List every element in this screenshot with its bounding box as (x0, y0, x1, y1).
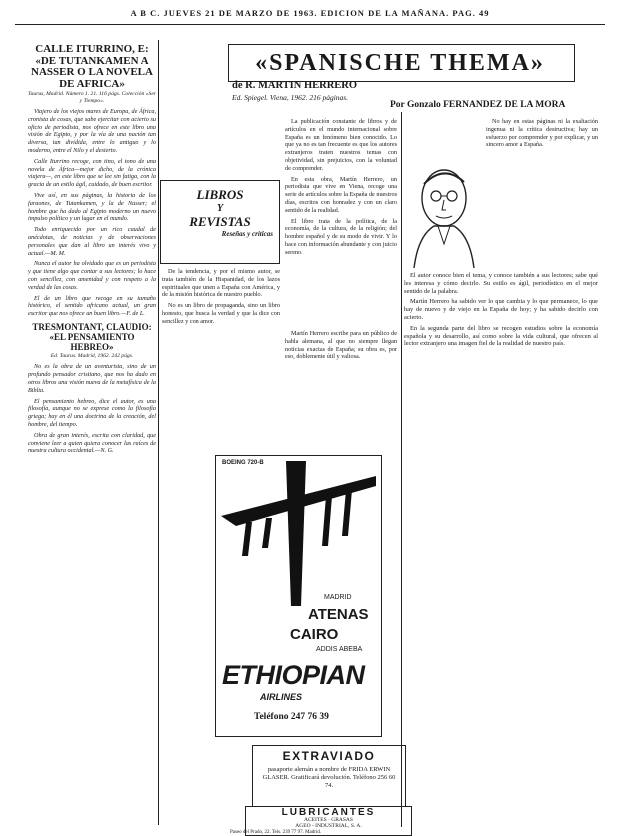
main-column-2 (285, 330, 397, 448)
ad-city-cairo: CAIRO (290, 626, 339, 643)
left-para: Nunca el autor ha olvidado que es un periodista y que tiene algo que contar a sus lectores; lo hace con sencillez, con amenidad y con respeto a la verdad de las cosas. (28, 260, 156, 291)
y-label: Y (216, 203, 224, 214)
left-para: El de un libro que recoge en su tamaño histórico, el sentido africano actual, un gran escritor que nos ofrece un buen libro.—F. de L. (28, 294, 156, 318)
libros-subtitle: Reseñas y críticas (221, 230, 273, 238)
main-para: La publicación constante de libros y de artículos en el mundo internacional sobre España es un fenómeno bien conocido. Lo que ya no es tan frecuente es que los autores extranjeros traten nuestros temas con objetividad, sin prejuicios, con la voluntad de comprender. (285, 118, 397, 172)
main-para: No hay en estas páginas ni la exaltación ingenua ni la crítica destructiva; hay un esfuerzo por comprender y por explicar, y un sincero amor a España. (486, 118, 598, 149)
ad-aircraft-tag: BOEING 720-B (222, 460, 264, 466)
main-para: En esta obra, Martín Herrero, un periodista que vive en Viena, recoge una serie de artículos sobre la España de nuestros días, escritos con honradez y con un claro sentido de la realidad. (285, 175, 397, 214)
left-headline: CALLE ITURRINO, E: «DE TUTANKAMEN A NASSER O LA NOVELA DE AFRICA» (31, 44, 153, 90)
column-rule (401, 112, 402, 827)
portrait-sketch-icon (404, 160, 482, 268)
main-column-0 (162, 268, 280, 448)
header-rule (15, 24, 605, 25)
ad-airlines: AIRLINES (260, 692, 303, 702)
main-para: Martín Herrero ha sabido ver lo que cambia y lo que permanece, lo que hay de nuevo y de viejo en la España de hoy; y ha sabido decirlo con acierto. (404, 298, 598, 321)
extraviado-title: EXTRAVIADO (282, 749, 376, 763)
ad-phone: Teléfono 247 76 39 (254, 712, 329, 722)
ad-brand: ETHIOPIAN (222, 660, 365, 690)
ad-city-atenas: ATENAS (308, 606, 369, 623)
libros-label: LIBROS (196, 187, 244, 202)
main-para: El autor conoce bien el tema, y conoce también a sus lectores; sabe qué les interesa y cómo decirlo. Su estilo es ágil, periodístico en el mejor sentido de la palabra. (404, 272, 598, 295)
column-rule (158, 40, 159, 825)
left-para: Calle Iturrino recoge, con tino, el tono de una novela de África—mejor dicho, de la crónica viajera—, en este libro que se lee sin fatiga, con la gracia de un estilo ágil, cuidado, de buen escritor. (28, 157, 156, 189)
airplane-icon (216, 456, 381, 616)
main-para: El libro trata de la política, de la economía, de la cultura, de la religión; del hombre español y de su modo de vivir. Y lo hace con información abundante y con juicio sereno. (285, 217, 397, 256)
ethiopian-airlines-ad (215, 455, 382, 737)
left-byline-2: Ed. Taurus. Madrid, 1962. 242 págs. (50, 352, 134, 359)
left-para-2: No es la obra de un aventurista, sino de un profundo pensador cristiano, que nos ha dado en otros libros una visión nueva de la metafísica de la Biblia. (28, 363, 156, 394)
left-para: Viajero de los viejos mares de Europa, de África, cronista de cosas, que sabe ejercitar con acierto su oficio de periodista, nos ofrece en este libro una visión de Egipto, y por la vía de una nación tan diversa, tan dividida, entre lo antiguo y lo moderno, entre el Nilo y el desierto. (28, 108, 156, 154)
ad-city-addis: ADDIS ABEBA (316, 646, 363, 653)
author-portrait (404, 160, 482, 268)
left-headline-2: TRESMONTANT, CLAUDIO: «EL PENSAMIENTO HEBREO» (32, 321, 152, 352)
main-critic: Por Gonzalo FERNANDEZ DE LA MORA (390, 100, 566, 110)
right-column-top (486, 118, 598, 268)
left-para-2: Obra de gran interés, escrita con claridad, que conviene leer a quien quiera conocer las raíces de nuestra cultura occidental.—N. G. (28, 431, 156, 455)
lubricantes-line1: ACEITES · GRASAS (304, 817, 353, 823)
main-para: Martín Herrero escribe para un público de habla alemana, al que no siempre llegan noticias exactas de España; su obra es, por eso, doblemente útil y valiosa. (285, 330, 397, 361)
main-para: En la segunda parte del libro se recogen estudios sobre la economía española y su desarrollo, así como sobre la vida cultural, que ofrecen al lector extranjero una imagen fiel de la realidad de nuestro país. (404, 324, 598, 348)
main-para: De la tendencia, y por el mismo autor, se trata también de la Hispanidad, de los lazos espirituales que unen a España con América, y de la misión histórica de nuestro pueblo. (162, 268, 280, 299)
lubricantes-title: LUBRICANTES (281, 807, 376, 818)
page-header: A B C. JUEVES 21 DE MARZO DE 1963. EDICION DE LA MAÑANA. PAG. 49 (130, 8, 490, 18)
left-para-2: El pensamiento hebreo, dice el autor, es una filosofía, aunque no se exprese como la filosofía griega; hay en él una doctrina de la creación, del hombre, del tiempo. (28, 397, 156, 428)
libros-revistas-box (160, 180, 280, 264)
left-byline: Taurus, Madrid. Número 1. 21. 116 págs. Colección «Ser y Tiempo». (28, 91, 156, 104)
lubricantes-line2: AGEO - INDUSTRIAL, S. A. (295, 822, 362, 829)
extraviado-body: pasaporte alemán a nombre de FRIDA ERWIN GLASER. Gratificará devolución. Teléfono 256 60 74. (262, 766, 396, 789)
left-para: Vive así, en sus páginas, la historia de los faraones, de Tutankamen, y la de Nasser; el hombre que ha dado al Egipto moderno un nuevo impulso político y un lugar en el mundo. (28, 191, 156, 223)
main-title: «SPANISCHE THEMA» (255, 50, 545, 76)
main-para: No es un libro de propaganda, sino un libro honesto, que busca la verdad y que la dice con sencillez y con amor. (162, 302, 280, 325)
main-publication: Ed. Spiegel. Viena, 1962. 216 páginas. (232, 93, 349, 102)
ad-city-madrid: MADRID (324, 594, 352, 601)
extraviado-ad (252, 745, 406, 807)
lubricantes-address: Paseo del Prado, 22. Tels. 239 77 97. Madrid. (230, 830, 322, 835)
revistas-label: REVISTAS (189, 214, 251, 229)
left-column (28, 44, 156, 829)
main-author: de R. MARTIN HERRERO (232, 80, 358, 91)
right-column (404, 272, 598, 827)
left-para: Todo enriquecido por un rico caudal de anécdotas, de noticias y de observaciones personales que dan al libro un interés vivo y actual.—M. M. (28, 226, 156, 257)
